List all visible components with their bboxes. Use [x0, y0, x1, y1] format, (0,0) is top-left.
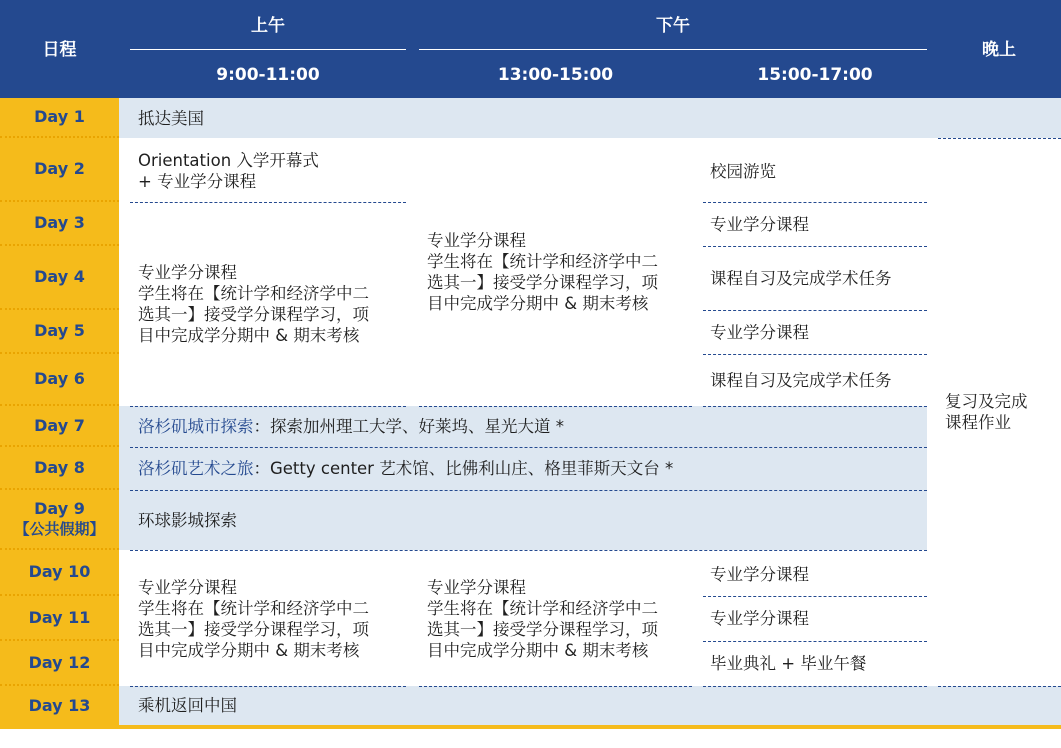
- separator: [703, 354, 927, 355]
- day12-late-afternoon: 毕业典礼 + 毕业午餐: [710, 654, 867, 673]
- day-cell: Day 6: [0, 354, 119, 406]
- day4-late-afternoon: 课程自习及完成学术任务: [710, 268, 892, 288]
- day2-late-afternoon: 校园游览: [710, 161, 776, 181]
- header-morning: 上午: [251, 16, 285, 36]
- header-afternoon: 下午: [656, 16, 690, 36]
- day10-12-early-afternoon: 专业学分课程 学生将在【统计学和经济学中二 选其一】接受学分课程学习，项 目中完成学分期中 & 期末考核: [427, 578, 658, 660]
- day-cell: Day 7: [0, 406, 119, 447]
- day-cell: Day 12: [0, 641, 119, 686]
- separator: [130, 202, 406, 203]
- day10-12-morning: 专业学分课程 学生将在【统计学和经济学中二 选其一】接受学分课程学习，项 目中完成学分期中 & 期末考核: [138, 578, 369, 660]
- day7-text: ：探索加州理工大学、好莱坞、星光大道 *: [253, 417, 564, 436]
- separator: [703, 641, 927, 642]
- separator: [130, 406, 406, 407]
- separator: [419, 686, 692, 687]
- separator: [703, 686, 927, 687]
- header-time-morning: 9:00-11:00: [216, 65, 320, 85]
- separator: [703, 246, 927, 247]
- day-cell: Day 8: [0, 447, 119, 490]
- day7-title: 洛杉矶城市探索: [138, 417, 254, 436]
- separator: [703, 310, 927, 311]
- header-evening: 晚上: [982, 40, 1016, 60]
- day8-text: ：Getty center 艺术馆、比佛利山庄、格里菲斯天文台 *: [253, 459, 674, 478]
- header-divider-afternoon: [419, 49, 927, 50]
- day8-activity: [138, 447, 923, 490]
- day6-late-afternoon: 课程自习及完成学术任务: [710, 370, 892, 390]
- header-schedule: 日程: [42, 40, 77, 60]
- header-time-early-afternoon: 13:00-15:00: [497, 65, 614, 85]
- day13-activity: 乘机返回中国: [138, 696, 237, 715]
- separator: [703, 202, 927, 203]
- separator: [419, 406, 692, 407]
- separator: [703, 406, 927, 407]
- separator: [130, 447, 927, 448]
- separator: [938, 686, 1061, 687]
- day2-6-early-afternoon: 专业学分课程 学生将在【统计学和经济学中二 选其一】接受学分课程学习，项 目中完成学分期中 & 期末考核: [427, 231, 658, 313]
- day-cell: Day 13: [0, 686, 119, 725]
- bottom-accent-bar: [0, 725, 1061, 729]
- separator: [130, 686, 406, 687]
- day11-late-afternoon: 专业学分课程: [710, 609, 809, 628]
- day-cell: Day 1: [0, 98, 119, 138]
- day8-title: 洛杉矶艺术之旅: [138, 459, 254, 478]
- public-holiday-label: 【公共假期】: [14, 520, 105, 538]
- separator: [130, 490, 927, 491]
- day-cell: Day 4: [0, 246, 119, 310]
- day-cell: Day 9 【公共假期】: [0, 490, 119, 550]
- day7-activity: [138, 406, 923, 447]
- day1-activity: 抵达美国: [138, 108, 204, 128]
- day3-6-morning: 专业学分课程 学生将在【统计学和经济学中二 选其一】接受学分课程学习，项 目中完成学分期中 & 期末考核: [138, 263, 369, 345]
- day-cell: Day 5: [0, 310, 119, 354]
- day3-late-afternoon: 专业学分课程: [710, 214, 809, 234]
- day-cell: Day 11: [0, 596, 119, 641]
- day2-morning: Orientation 入学开幕式 + 专业学分课程: [138, 151, 319, 191]
- header-divider-morning: [130, 49, 406, 50]
- day9-activity: 环球影城探索: [138, 510, 237, 530]
- separator: [938, 138, 1061, 139]
- separator: [703, 596, 927, 597]
- header-time-late-afternoon: 15:00-17:00: [757, 65, 873, 85]
- separator: [130, 550, 927, 551]
- day-cell: Day 10: [0, 550, 119, 596]
- day5-late-afternoon: 专业学分课程: [710, 322, 809, 342]
- day10-late-afternoon: 专业学分课程: [710, 564, 809, 584]
- day-cell: Day 2: [0, 138, 119, 202]
- day-cell: Day 3: [0, 202, 119, 246]
- evening-activity: 复习及完成 课程作业: [945, 392, 1028, 432]
